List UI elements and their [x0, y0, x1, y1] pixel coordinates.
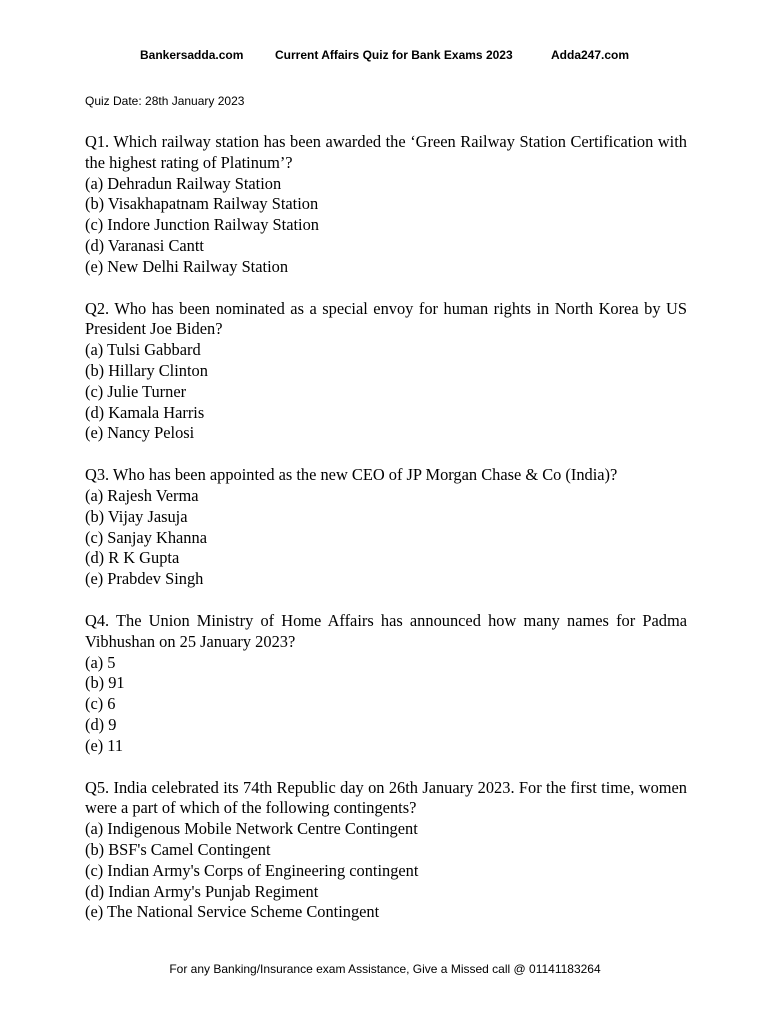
- option-c: (c) Sanjay Khanna: [85, 527, 207, 547]
- option-d: (d) Kamala Harris: [85, 402, 205, 422]
- question-2: [85, 299, 687, 445]
- option-e: (e) New Delhi Railway Station: [85, 256, 289, 276]
- option-e: (e) Nancy Pelosi: [85, 423, 195, 443]
- option-e: (e) Prabdev Singh: [85, 569, 204, 589]
- question-text: Q5. India celebrated its 74th Republic day on 26th January 2023. For the first time, women were a part of which of the following contingents?: [85, 777, 687, 818]
- question-text: Q4. The Union Ministry of Home Affairs has announced how many names for Padma Vibhushan on 25 January 2023?: [85, 610, 687, 651]
- option-b: (b) BSF's Camel Contingent: [85, 839, 271, 859]
- option-d: (d) 9: [85, 714, 117, 734]
- page-footer: For any Banking/Insurance exam Assistance, Give a Missed call @ 01141183264: [169, 962, 601, 976]
- question-4: [85, 611, 687, 757]
- header-title: Current Affairs Quiz for Bank Exams 2023: [275, 48, 513, 62]
- question-3: [85, 465, 687, 590]
- question-5: [85, 778, 687, 924]
- option-b: (b) Visakhapatnam Railway Station: [85, 194, 319, 214]
- option-a: (a) Rajesh Verma: [85, 485, 199, 505]
- header-site-left: Bankersadda.com: [140, 48, 244, 62]
- option-a: (a) 5: [85, 652, 116, 672]
- question-text: Q3. Who has been appointed as the new CEO of JP Morgan Chase & Co (India)?: [85, 465, 618, 485]
- option-b: (b) 91: [85, 673, 125, 693]
- option-a: (a) Indigenous Mobile Network Centre Contingent: [85, 819, 418, 839]
- option-b: (b) Hillary Clinton: [85, 360, 208, 380]
- option-a: (a) Tulsi Gabbard: [85, 340, 201, 360]
- question-text: Q2. Who has been nominated as a special envoy for human rights in North Korea by US President Joe Biden?: [85, 298, 687, 339]
- option-e: (e) The National Service Scheme Contingent: [85, 902, 380, 922]
- question-text: Q1. Which railway station has been awarded the ‘Green Railway Station Certification with the highest rating of Platinum’?: [85, 132, 687, 172]
- quiz-date: Quiz Date: 28th January 2023: [85, 94, 245, 108]
- option-e: (e) 11: [85, 735, 124, 755]
- option-d: (d) Indian Army's Punjab Regiment: [85, 881, 319, 901]
- option-c: (c) 6: [85, 694, 116, 714]
- option-c: (c) Indore Junction Railway Station: [85, 215, 319, 235]
- option-a: (a) Dehradun Railway Station: [85, 173, 282, 193]
- option-d: (d) R K Gupta: [85, 548, 180, 568]
- page-header: [0, 48, 770, 66]
- option-c: (c) Julie Turner: [85, 381, 187, 401]
- question-list: [85, 132, 687, 944]
- header-site-right: Adda247.com: [551, 48, 630, 62]
- option-c: (c) Indian Army's Corps of Engineering contingent: [85, 860, 419, 880]
- question-1: [85, 132, 687, 278]
- option-d: (d) Varanasi Cantt: [85, 235, 204, 255]
- option-b: (b) Vijay Jasuja: [85, 506, 188, 526]
